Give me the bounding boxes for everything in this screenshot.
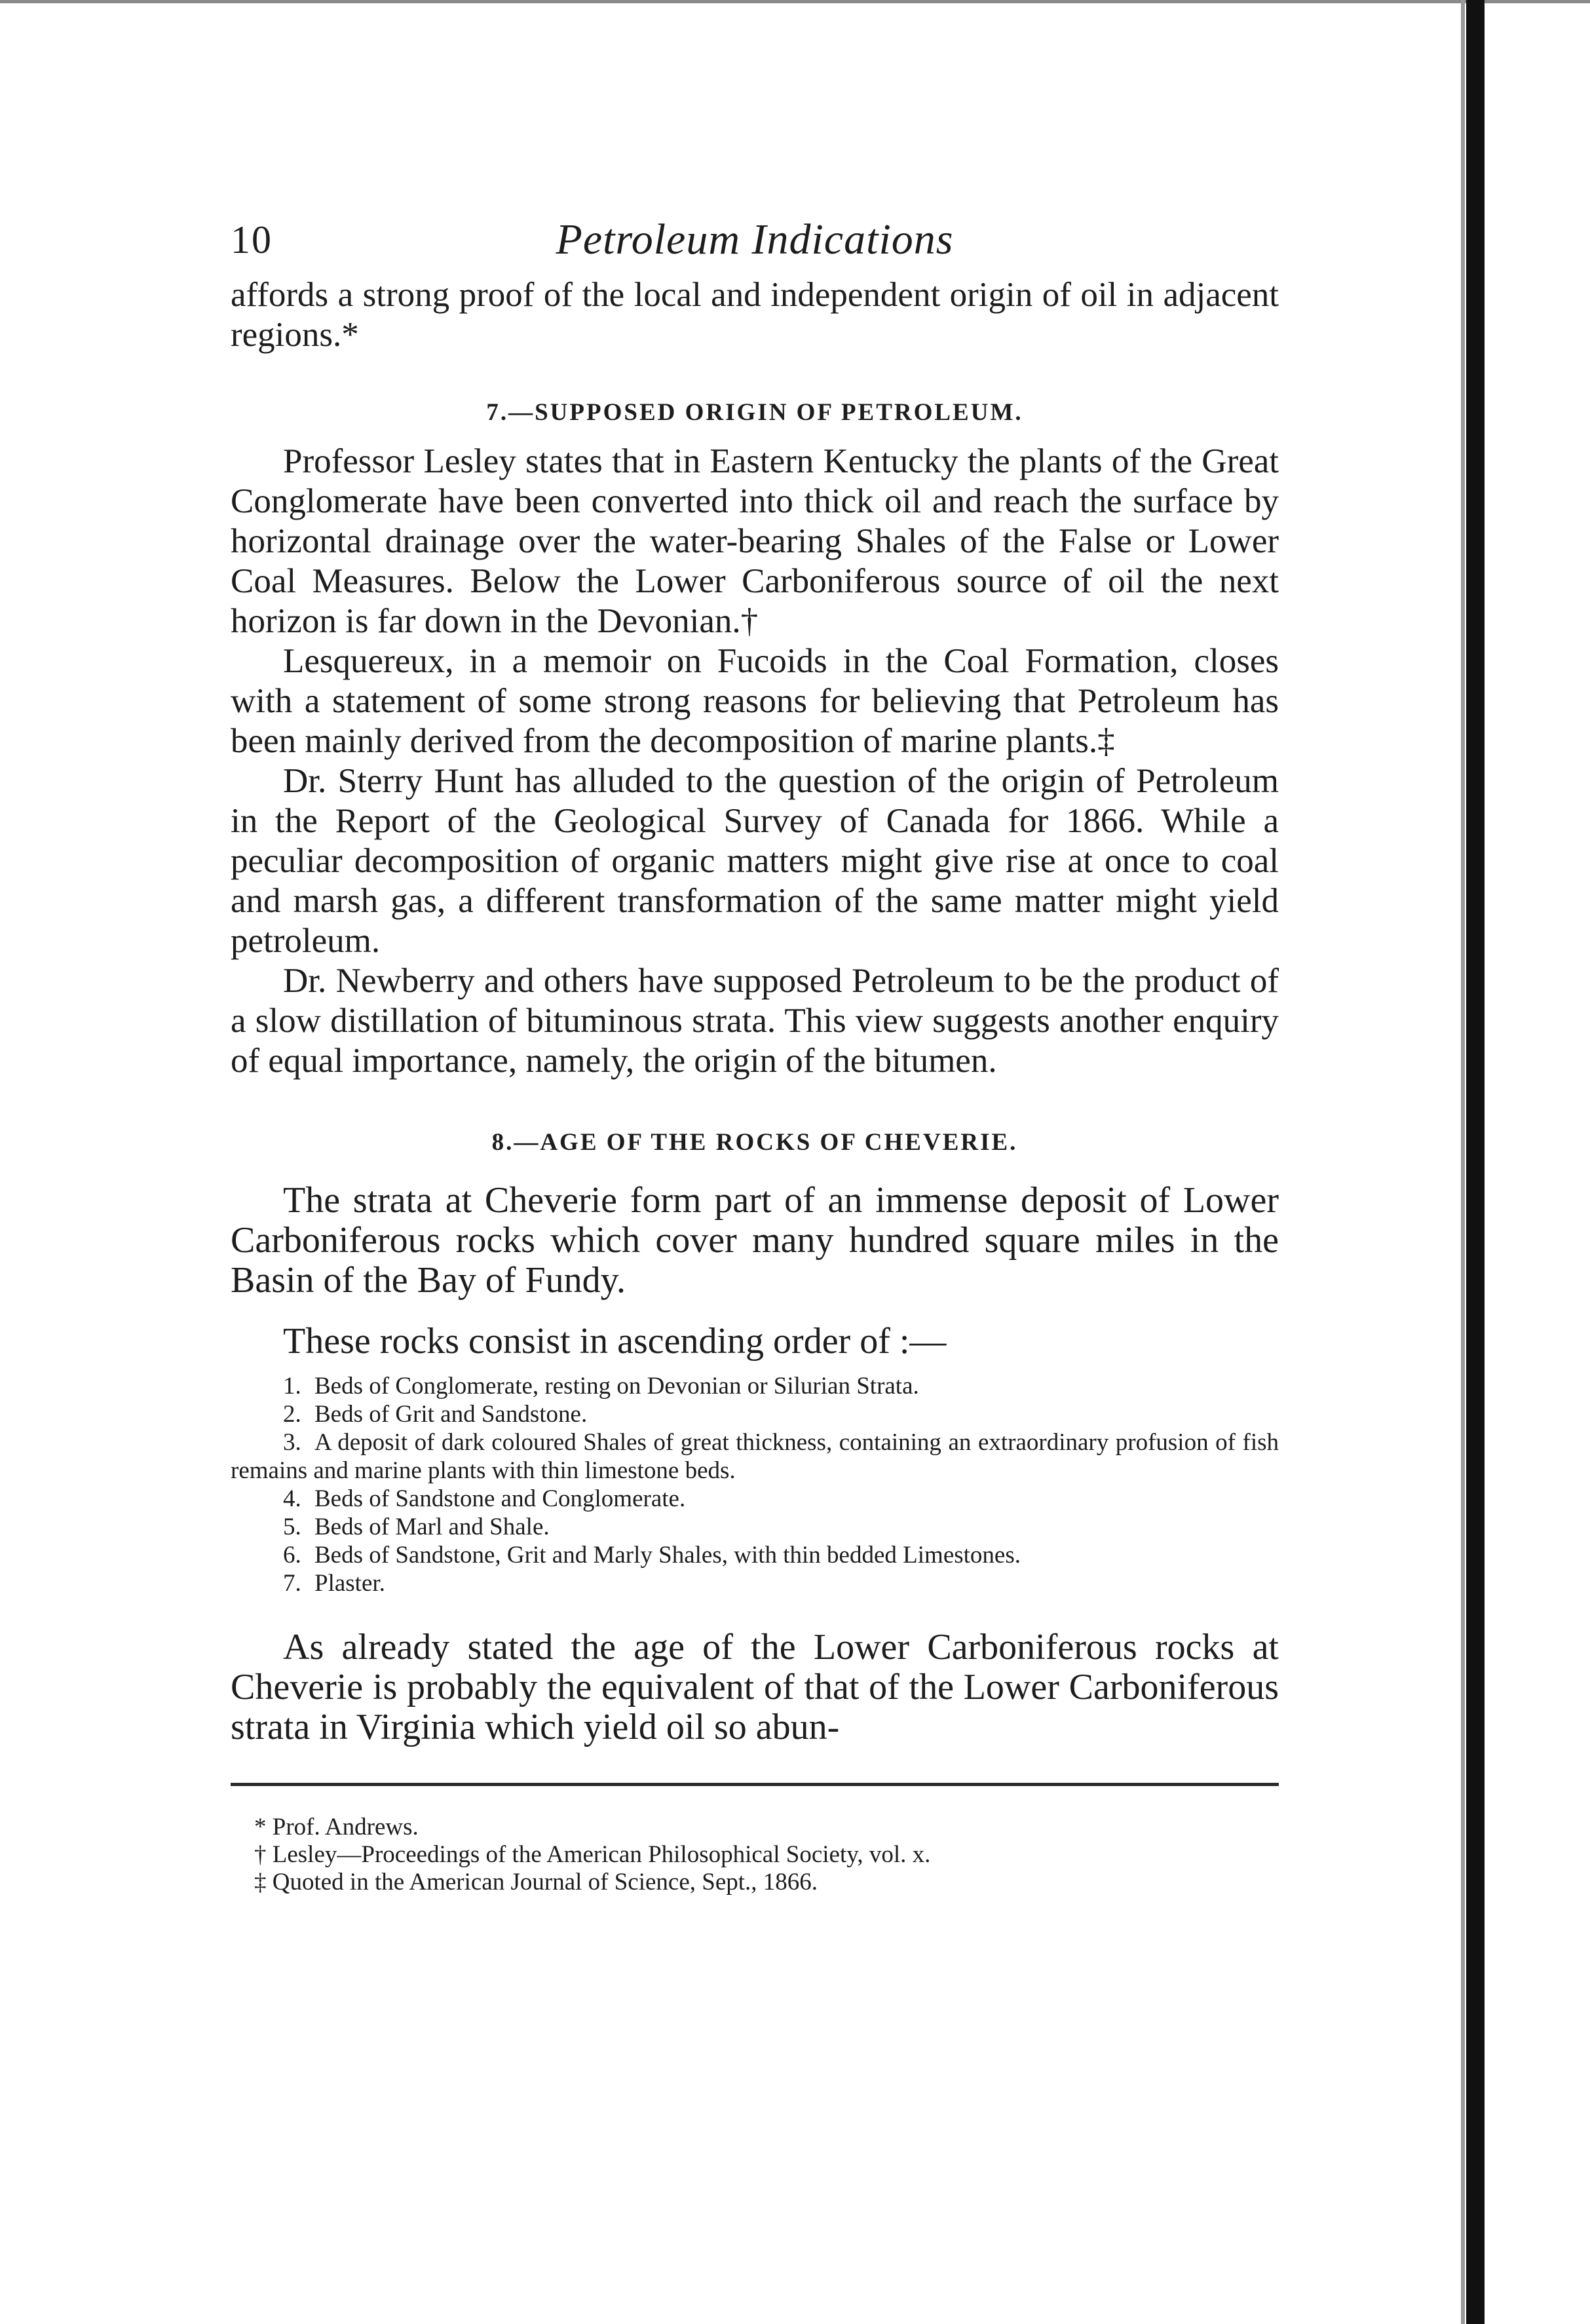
scan-top-edge	[0, 0, 1590, 3]
list-item: 3. A deposit of dark coloured Shales of great thickness, containing an extraordinary profusion of fish remains and marine plants with thin limestone beds.	[231, 1429, 1279, 1484]
list-item: 7. Plaster.	[283, 1570, 385, 1597]
list-item: 1. Beds of Conglomerate, resting on Devonian or Silurian Strata.	[283, 1373, 919, 1400]
section-heading-7: 7.—SUPPOSED ORIGIN OF PETROLEUM.	[486, 399, 1023, 426]
section-heading-8: 8.—AGE OF THE ROCKS OF CHEVERIE.	[491, 1129, 1018, 1156]
footnote-rule	[231, 1783, 1279, 1786]
paragraph-newberry: Dr. Newberry and others have supposed Petroleum to be the product of a slow distillation of bituminous strata. This view suggests another enquiry of equal importance, namely, the origin of the bitumen.	[231, 962, 1279, 1080]
paragraph-strata-cheverie: The strata at Cheverie form part of an immense deposit of Lower Carboniferous rocks which cover many hundred square miles in the Basin of the Bay of Fundy.	[231, 1180, 1279, 1301]
list-item: 2. Beds of Grit and Sandstone.	[283, 1401, 588, 1428]
list-item: 4. Beds of Sandstone and Conglomerate.	[283, 1485, 686, 1512]
paragraph-sterry-hunt: Dr. Sterry Hunt has alluded to the question of the origin of Petroleum in the Report of the Geological Survey of Canada for 1866. While a peculiar decomposition of organic matters might give rise at once to coal and marsh gas, a different transformation of the same matter might yield petroleum.	[231, 762, 1279, 960]
list-item: 6. Beds of Sandstone, Grit and Marly Shales, with thin bedded Limestones.	[283, 1542, 1021, 1569]
scan-binding-shadow	[1461, 0, 1465, 2324]
footnote-andrews: * Prof. Andrews.	[254, 1814, 419, 1840]
list-item: 5. Beds of Marl and Shale.	[283, 1514, 550, 1540]
footnote-lesley: † Lesley—Proceedings of the American Philosophical Society, vol. x.	[254, 1841, 931, 1868]
running-head	[231, 210, 1279, 275]
scan-binding-edge	[1466, 0, 1485, 2324]
footnote-journal: ‡ Quoted in the American Journal of Science, Sept., 1866.	[254, 1869, 818, 1895]
running-title: Petroleum Indications	[556, 216, 954, 263]
continuation-paragraph: affords a strong proof of the local and independent origin of oil in adjacent regions.*	[231, 276, 1279, 354]
paragraph-lesquereux: Lesquereux, in a memoir on Fucoids in the Coal Formation, closes with a statement of some strong reasons for believing that Petroleum has been mainly derived from the decomposition of marine plants.‡	[231, 642, 1279, 760]
paragraph-age-carboniferous: As already stated the age of the Lower Carboniferous rocks at Cheverie is probably the equivalent of that of the Lower Carboniferous strata in Virginia which yield oil so abun-	[231, 1627, 1279, 1747]
paragraph-rocks-consist: These rocks consist in ascending order of :—	[283, 1321, 947, 1362]
paragraph-lesley: Professor Lesley states that in Eastern Kentucky the plants of the Great Conglomerate have been converted into thick oil and reach the surface by horizontal drainage over the water-bearing Shales of the False or Lower Coal Measures. Below the Lower Carboniferous source of oil the next horizon is far down in the Devonian.†	[231, 442, 1279, 640]
book-page	[231, 210, 1279, 1896]
strata-list	[231, 1372, 1279, 1597]
page-number: 10	[231, 218, 273, 261]
footnotes	[231, 1814, 1279, 1896]
